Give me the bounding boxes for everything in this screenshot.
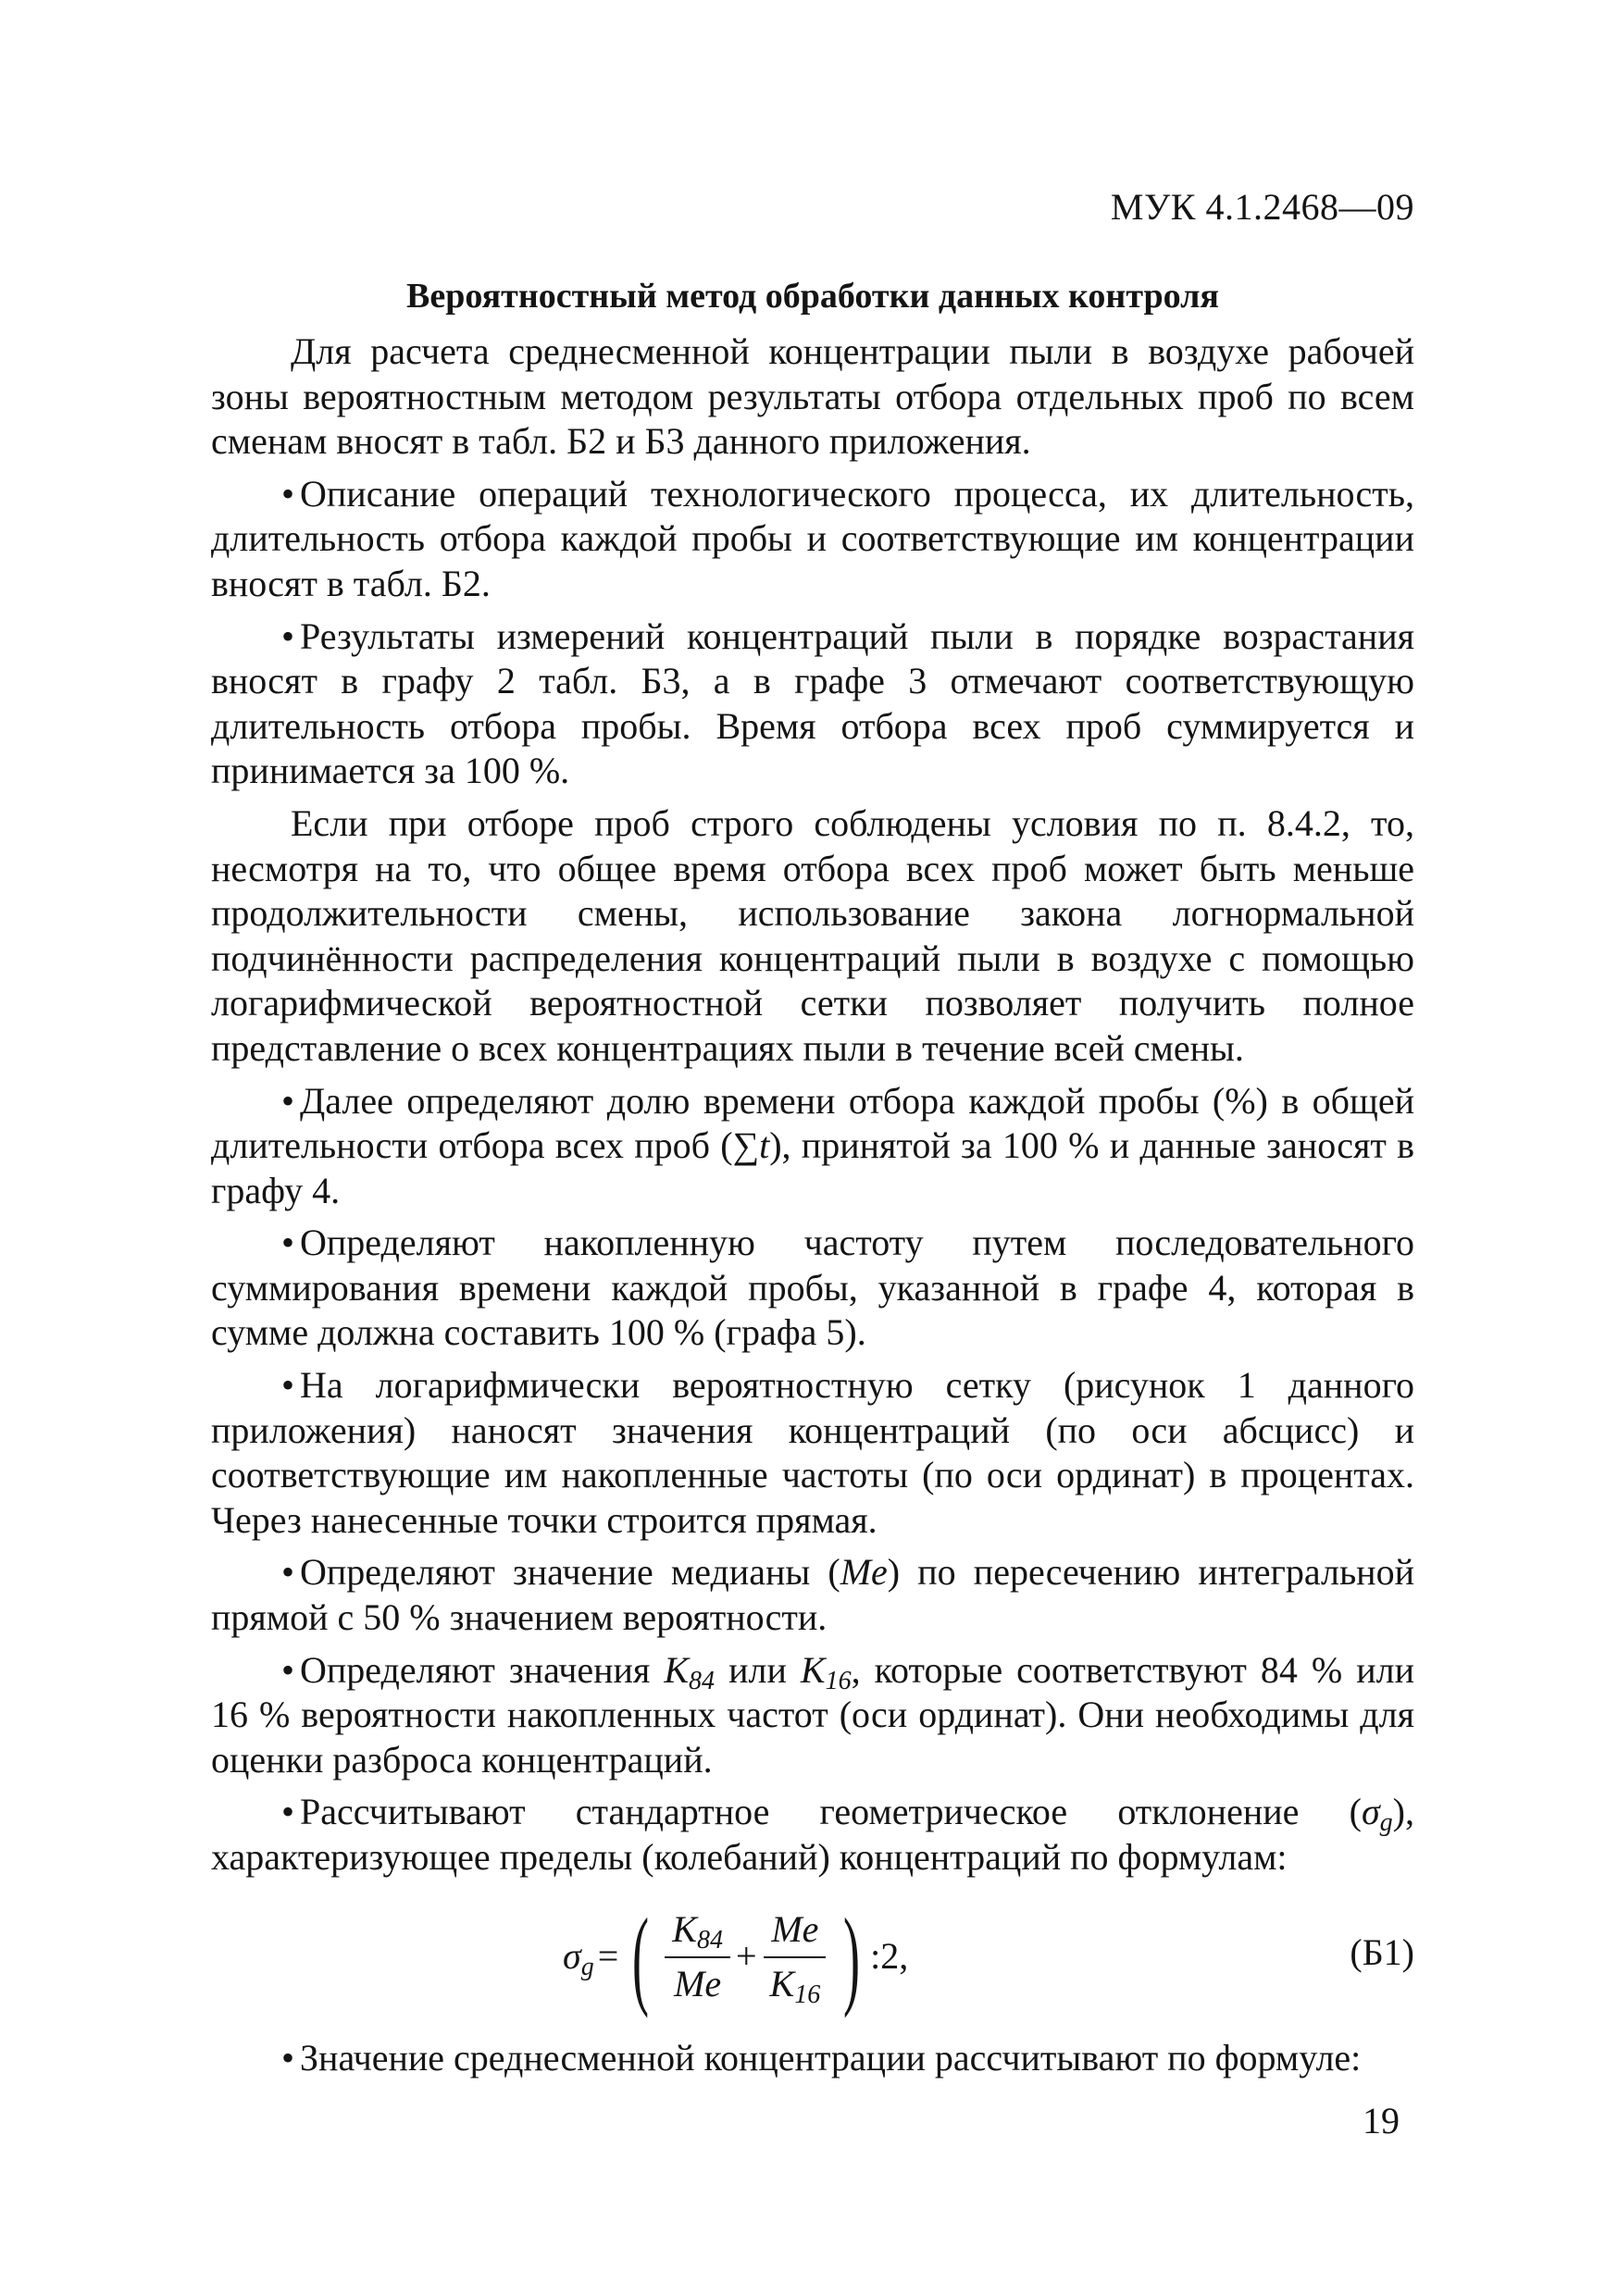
- bullet-paragraph: • Рассчитывают стандартное геометрическое отклонение $(\sigma_g)$, характеризующее пределы (колебаний) концентраций по формулам:: [211, 1791, 1414, 1878]
- formula-equals: =: [597, 1935, 619, 1978]
- document-code-header: МУК 4.1.2468—09: [1110, 186, 1414, 228]
- median-symbol: Me: [840, 1551, 888, 1594]
- formula-expression: [563, 1888, 908, 2027]
- formula-plus: +: [735, 1935, 757, 1978]
- bullet-paragraph: • Определяют накопленную частоту путем последовательного суммирования времени каждой пробы, указанной в графе 4, которая в сумме должна составить 100 % (графа 5).: [211, 1222, 1414, 1354]
- bullet-icon: •: [281, 1079, 295, 1122]
- bullet-paragraph: • Значение среднесменной концентрации рассчитывают по формуле:: [211, 2036, 1414, 2081]
- paragraph: Если при отборе проб строго соблюдены условия по п. 8.4.2, то, несмотря на то, что общее время отбора всех проб может быть меньше продолжительности смены, использование закона логнормальной подчинённости распределения концентраций пыли в воздухе с помощью логарифмической вероятностной сетки позволяет получить полное представление о всех концентрациях пыли в течение всей смены.: [211, 801, 1414, 1069]
- bullet-icon: •: [281, 472, 295, 515]
- bullet-icon: •: [281, 1791, 295, 1833]
- bullet-icon: •: [281, 1648, 295, 1691]
- formula-b1: [211, 1888, 1414, 2027]
- sigma-g-symbol: $\sigma_g$: [1361, 1791, 1393, 1838]
- section-title: Вероятностный метод обработки данных контроля: [406, 277, 1219, 316]
- formula-number: (Б1): [1350, 1930, 1414, 1973]
- bullet-paragraph: • Далее определяют долю времени отбора каждой пробы (%) в общей длительности отбора всех проб (∑t), принятой за 100 % и данные заносят в графу 4.: [211, 1079, 1414, 1211]
- fraction-me-k16: $\frac{Me}{K_{16}}$: [763, 1907, 828, 2006]
- bullet-icon: •: [281, 2036, 295, 2079]
- formula-tail: :2,: [870, 1935, 909, 1978]
- page-number: 19: [1363, 2100, 1400, 2141]
- right-paren-icon: ): [843, 1894, 861, 2018]
- k16-symbol: $K_{16}$: [800, 1648, 852, 1695]
- sum-symbol: ∑t: [732, 1124, 770, 1167]
- bullet-icon: •: [281, 1222, 295, 1264]
- bullet-paragraph: • Результаты измерений концентраций пыли в порядке возрастания вносят в графу 2 табл. Б3, а в графе 3 отмечают соответствующую длительность отбора пробы. Время отбора всех проб суммируется и принимается за 100 %.: [211, 614, 1414, 792]
- left-paren-icon: (: [632, 1894, 650, 2018]
- bullet-paragraph: • Определяют значения $K_{84}$ или $K_{16}$, которые соответствуют 84 % или 16 % вероятности накопленных частот (оси ординат). Они необходимы для оценки разброса концентраций.: [211, 1648, 1414, 1781]
- bullet-icon: •: [281, 1364, 295, 1407]
- bullet-paragraph: • Определяют значение медианы (Me) по пересечению интегральной прямой с 50 % значением вероятности.: [211, 1551, 1414, 1639]
- bullet-paragraph: • Описание операций технологического процесса, их длительность, длительность отбора каждой пробы и соответствующие им концентрации вносят в табл. Б2.: [211, 472, 1414, 604]
- body-text: [211, 329, 1414, 2088]
- bullet-paragraph: • На логарифмически вероятностную сетку (рисунок 1 данного приложения) наносят значения концентраций (по оси абсцисс) и соответствующие им накопленные частоты (по оси ординат) в процентах. Через нанесенные точки строится прямая.: [211, 1364, 1414, 1541]
- fraction-k84-me: $\frac{K_{84}}{Me}$: [665, 1907, 730, 2006]
- formula-lhs: $\sigma_g$: [563, 1935, 594, 1982]
- bullet-icon: •: [281, 1551, 295, 1594]
- paragraph: Для расчета среднесменной концентрации пыли в воздухе рабочей зоны вероятностным методом результаты отбора отдельных проб по всем сменам вносят в табл. Б2 и Б3 данного приложения.: [211, 330, 1414, 463]
- k84-symbol: $K_{84}$: [664, 1648, 716, 1695]
- bullet-icon: •: [281, 614, 295, 657]
